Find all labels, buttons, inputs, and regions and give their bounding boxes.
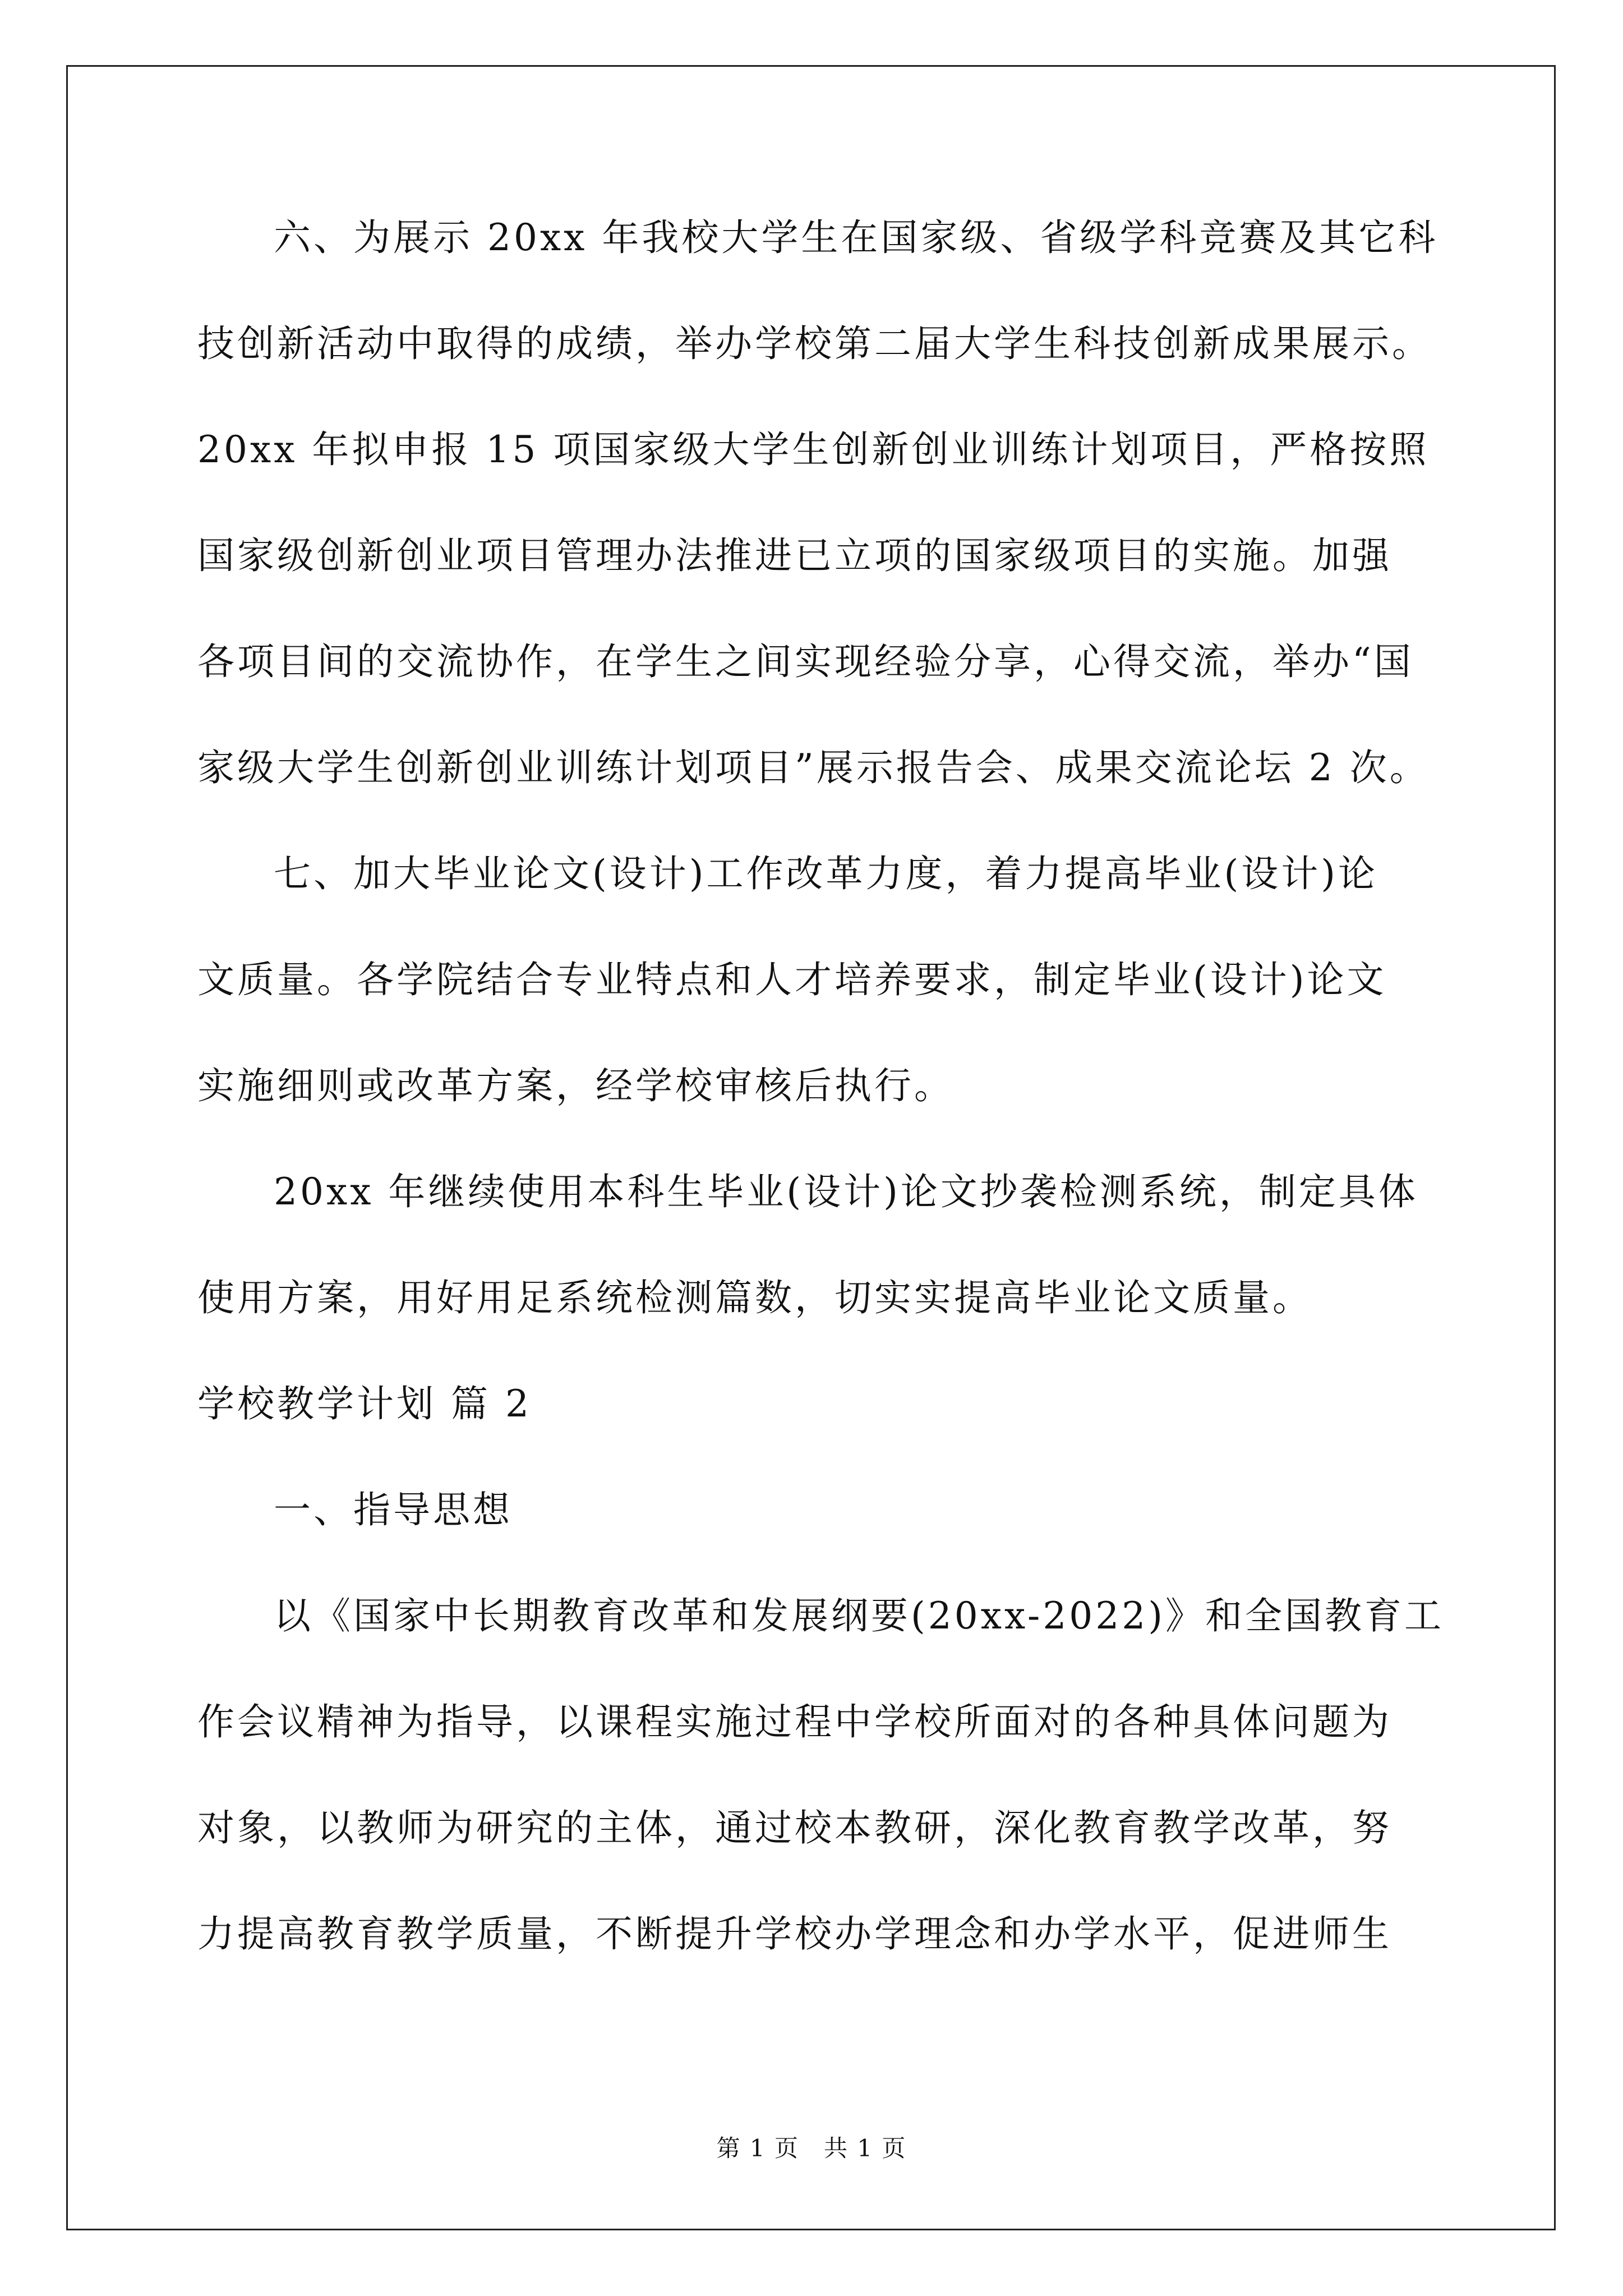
document-body xyxy=(197,216,1445,2019)
text-line: 技创新活动中取得的成绩，举办学校第二届大学生科技创新成果展示。 xyxy=(197,322,1432,365)
text-line: 20xx 年拟申报 15 项国家级大学生创新创业训练计划项目，严格按照 xyxy=(197,428,1430,471)
text-line: 家级大学生创新创业训练计划项目”展示报告会、成果交流论坛 2 次。 xyxy=(197,746,1430,789)
subsection-heading: 一、指导思想 xyxy=(274,1488,513,1531)
section-heading: 学校教学计划 篇 2 xyxy=(197,1382,532,1425)
text-line: 作会议精神为指导，以课程实施过程中学校所面对的各种具体问题为 xyxy=(197,1700,1392,1743)
text-line: 各项目间的交流协作，在学生之间实现经验分享，心得交流，举办“国 xyxy=(197,640,1414,683)
text-line: 对象，以教师为研究的主体，通过校本教研，深化教育教学改革，努 xyxy=(197,1806,1392,1849)
text-line: 七、加大毕业论文(设计)工作改革力度，着力提高毕业(设计)论 xyxy=(274,852,1378,895)
text-line: 文质量。各学院结合专业特点和人才培养要求，制定毕业(设计)论文 xyxy=(197,958,1387,1001)
page-number-footer: 第 1 页 共 1 页 xyxy=(716,2134,907,2162)
text-line: 以《国家中长期教育改革和发展纲要(20xx-2022)》和全国教育工 xyxy=(274,1594,1445,1637)
text-line: 力提高教育教学质量，不断提升学校办学理念和办学水平，促进师生 xyxy=(197,1912,1392,1955)
text-line: 使用方案，用好用足系统检测篇数，切实实提高毕业论文质量。 xyxy=(197,1276,1312,1319)
text-line: 国家级创新创业项目管理办法推进已立项的国家级项目的实施。加强 xyxy=(197,534,1392,577)
text-line: 20xx 年继续使用本科生毕业(设计)论文抄袭检测系统，制定具体 xyxy=(274,1170,1418,1213)
text-line: 六、为展示 20xx 年我校大学生在国家级、省级学科竞赛及其它科 xyxy=(274,216,1438,259)
text-line: 实施细则或改革方案，经学校审核后执行。 xyxy=(197,1064,954,1107)
